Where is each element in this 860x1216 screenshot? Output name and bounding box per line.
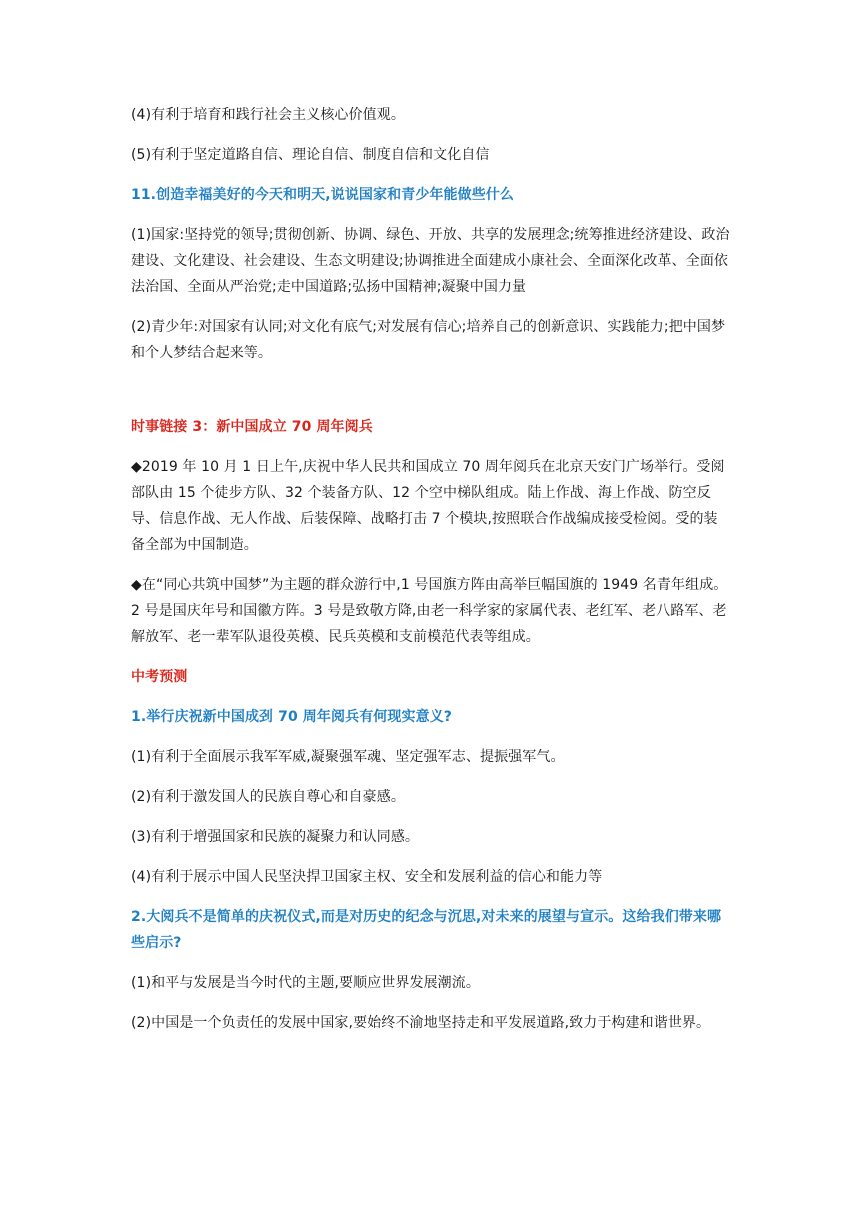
paragraph-parade-overview: ◆2019 年 10 月 1 日上午,庆祝中华人民共和国成立 70 周年阅兵在北京天安门广场举行。受阅部队由 15 个徒步方队、32 个装备方队、12 个空中梯队组成。陆上作战、海上作战、防空反导、信息作战、无人作战、后装保障、战略打击 7 个模块,按照联合作战编成接受检阅。受的装备全部为中国制造。: [131, 459, 725, 553]
answer-2-point-1: (1)和平与发展是当今时代的主题,要顺应世界发展潮流。: [131, 975, 480, 991]
answer-1-point-4: (4)有利于展示中国人民坚決捍卫国家主权、安全和发展利益的信心和能力等: [131, 869, 603, 885]
paragraph-mass-parade: ◆在“同心共筑中国梦”为主题的群众游行中,1 号国旗方阵由高举巨幅国旗的 1949 名青年组成。2 号是国庆年号和国徽方阵。3 号是致敬方降,由老一科学家的家属代表、老红军、老八路军、老解放军、老一辈军队退役英模、民兵英模和支前模范代表等组成。: [131, 577, 728, 645]
exam-prediction-heading: 中考预测: [131, 669, 188, 685]
paragraph-youth-actions: (2)青少年:对国家有认同;对文化有底气;对发展有信心;培养自己的创新意识、实践能力;把中国梦和个人梦结合起来等。: [131, 319, 726, 361]
document-content: [131, 102, 731, 1036]
question-11-heading: 11.创造幸福美好的今天和明天,说说国家和青少年能做些什么: [131, 187, 515, 203]
paragraph-point-5: (5)有利于坚定道路自信、理论自信、制度自信和文化自信: [131, 147, 490, 163]
current-events-heading: 时事链接 3：新中国成立 70 周年阅兵: [131, 419, 373, 435]
answer-1-point-1: (1)有利于全面展示我军军威,凝聚强军魂、坚定强军志、提振强军气。: [131, 749, 565, 765]
paragraph-point-4: (4)有利于培育和践行社会主义核心价值观。: [131, 107, 405, 123]
answer-1-point-3: (3)有利于增强国家和民族的凝聚力和认同感。: [131, 829, 420, 845]
question-1-heading: 1.举行庆祝新中国成刭 70 周年阅兵有何现实意义?: [131, 709, 453, 725]
answer-1-point-2: (2)有利于激发国人的民族自尊心和自豪感。: [131, 789, 405, 805]
paragraph-country-actions: (1)国家:坚持党的领导;贯彻创新、协调、绿色、开放、共享的发展理念;统筹推进经济建设、政治建设、文化建设、社会建设、生态文明建设;协调推进全面建成小康社会、全面深化改革、全面依法治国、全面从严治党;走中国道路;弘扬中国精神;凝聚中国力量: [131, 227, 730, 295]
question-2-heading: 2.大阅兵不是简单的庆祝仪式,而是对历史的纪念与沉思,对未来的展望与宣示。这给我们带来哪些启示?: [131, 909, 722, 951]
answer-2-point-2: (2)中国是一个负责任的发展中国家,要始终不渝地坚持走和平发展道路,致力于构建和谐世界。: [131, 1015, 711, 1031]
